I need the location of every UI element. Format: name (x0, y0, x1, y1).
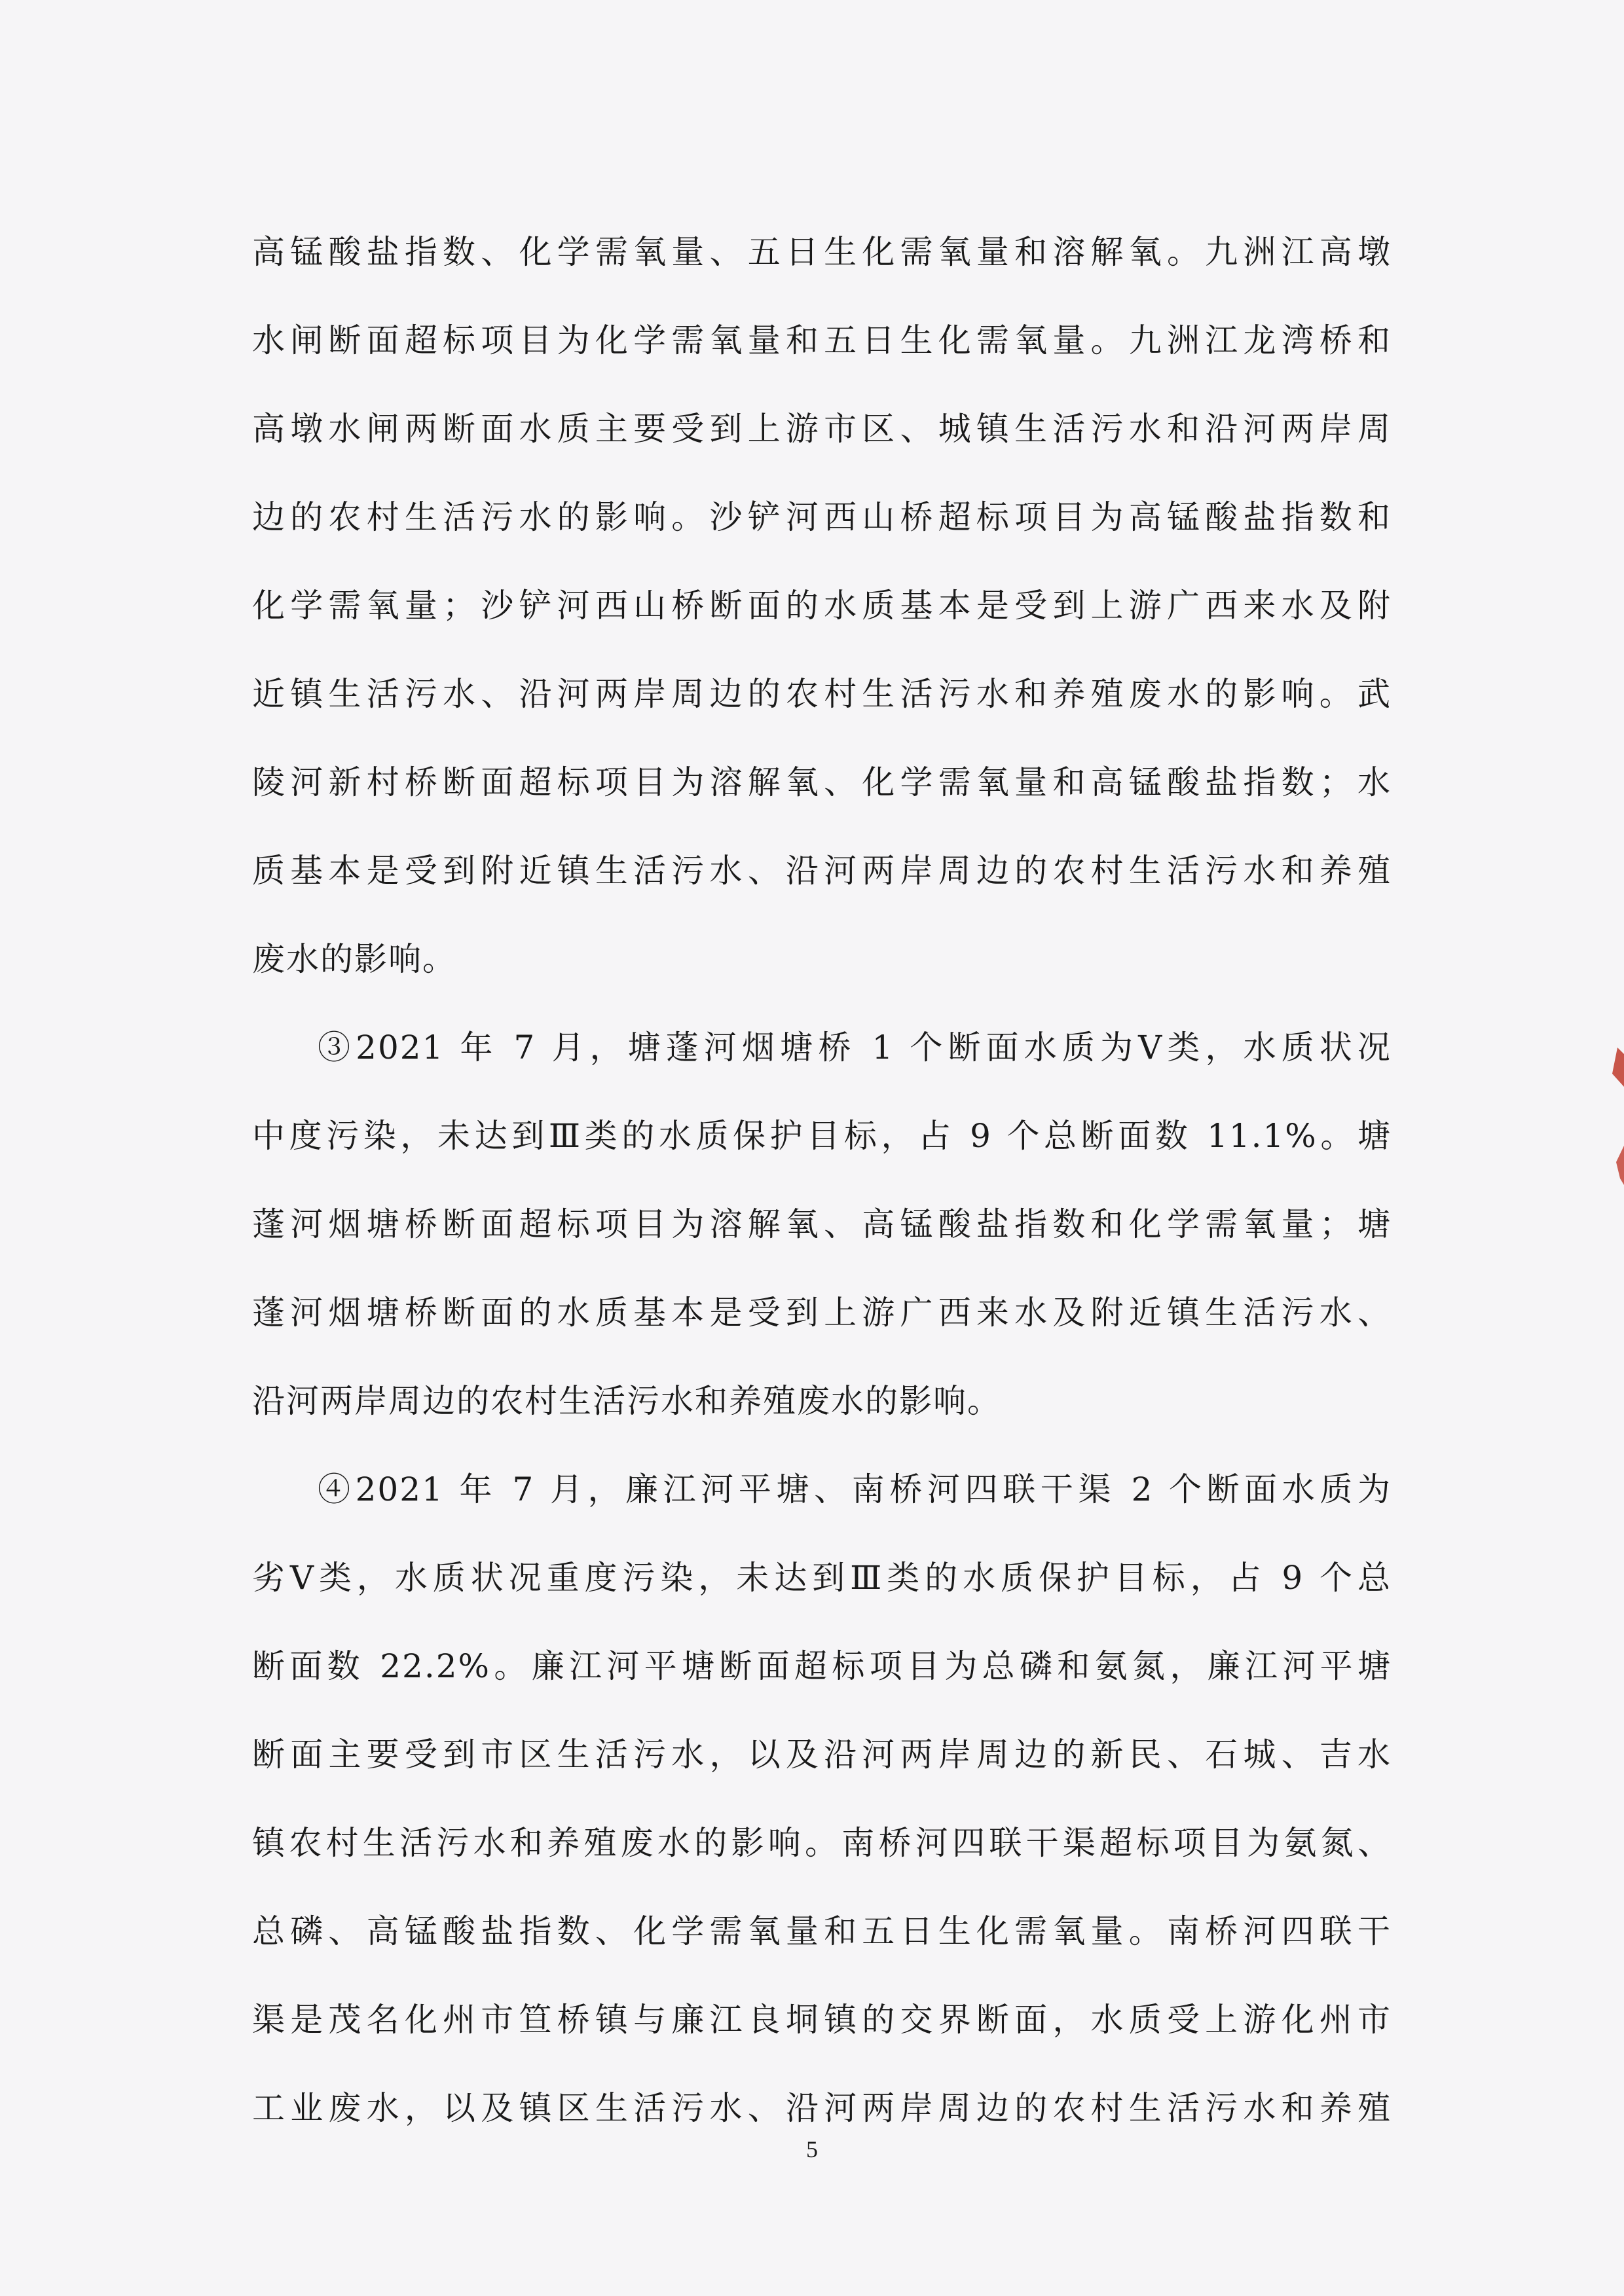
page-number: 5 (806, 2136, 818, 2162)
paragraph-3-start: ③2021 年 7 月，塘蓬河烟塘桥 1 个断面水质为Ⅴ类，水质状况 (318, 1029, 1392, 1066)
text-line: 边的农村生活污水的影响。沙铲河西山桥超标项目为高锰酸盐指数和 (252, 498, 1392, 536)
paragraph-4-start: ④2021 年 7 月，廉江河平塘、南桥河四联干渠 2 个断面水质为 (318, 1470, 1392, 1508)
text-line: 蓬河烟塘桥断面的水质基本是受到上游广西来水及附近镇生活污水、 (252, 1294, 1392, 1332)
text-line: 近镇生活污水、沿河两岸周边的农村生活污水和养殖废水的影响。武 (252, 675, 1392, 713)
text-line: 劣Ⅴ类，水质状况重度污染，未达到Ⅲ类的水质保护目标，占 9 个总 (252, 1559, 1392, 1597)
text-line: 沿河两岸周边的农村生活污水和养殖废水的影响。 (252, 1382, 1001, 1420)
text-line: 工业废水，以及镇区生活污水、沿河两岸周边的农村生活污水和养殖 (252, 2089, 1392, 2127)
text-line: 废水的影响。 (252, 940, 456, 978)
text-line: 断面数 22.2%。廉江河平塘断面超标项目为总磷和氨氮，廉江河平塘 (252, 1647, 1392, 1685)
text-line: 化学需氧量；沙铲河西山桥断面的水质基本是受到上游广西来水及附 (252, 587, 1392, 625)
text-line: 水闸断面超标项目为化学需氧量和五日生化需氧量。九洲江龙湾桥和 (252, 321, 1392, 359)
text-line: 中度污染，未达到Ⅲ类的水质保护目标，占 9 个总断面数 11.1%。塘 (252, 1117, 1392, 1155)
text-line: 渠是茂名化州市笪桥镇与廉江良垌镇的交界断面，水质受上游化州市 (252, 2001, 1392, 2039)
body-text (252, 208, 1392, 2153)
text-line: 高墩水闸两断面水质主要受到上游市区、城镇生活污水和沿河两岸周 (252, 410, 1392, 448)
text-line: 质基本是受到附近镇生活污水、沿河两岸周边的农村生活污水和养殖 (252, 852, 1392, 890)
text-line: 高锰酸盐指数、化学需氧量、五日生化需氧量和溶解氧。九洲江高墩 (252, 233, 1392, 271)
text-line: 总磷、高锰酸盐指数、化学需氧量和五日生化需氧量。南桥河四联干 (252, 1912, 1392, 1950)
seal-edge-mark (1598, 1048, 1624, 1198)
text-line: 断面主要受到市区生活污水，以及沿河两岸周边的新民、石城、吉水 (252, 1736, 1392, 1774)
text-line: 陵河新村桥断面超标项目为溶解氧、化学需氧量和高锰酸盐指数；水 (252, 763, 1392, 801)
text-line: 蓬河烟塘桥断面超标项目为溶解氧、高锰酸盐指数和化学需氧量；塘 (252, 1205, 1392, 1243)
text-line: 镇农村生活污水和养殖废水的影响。南桥河四联干渠超标项目为氨氮、 (252, 1824, 1392, 1862)
